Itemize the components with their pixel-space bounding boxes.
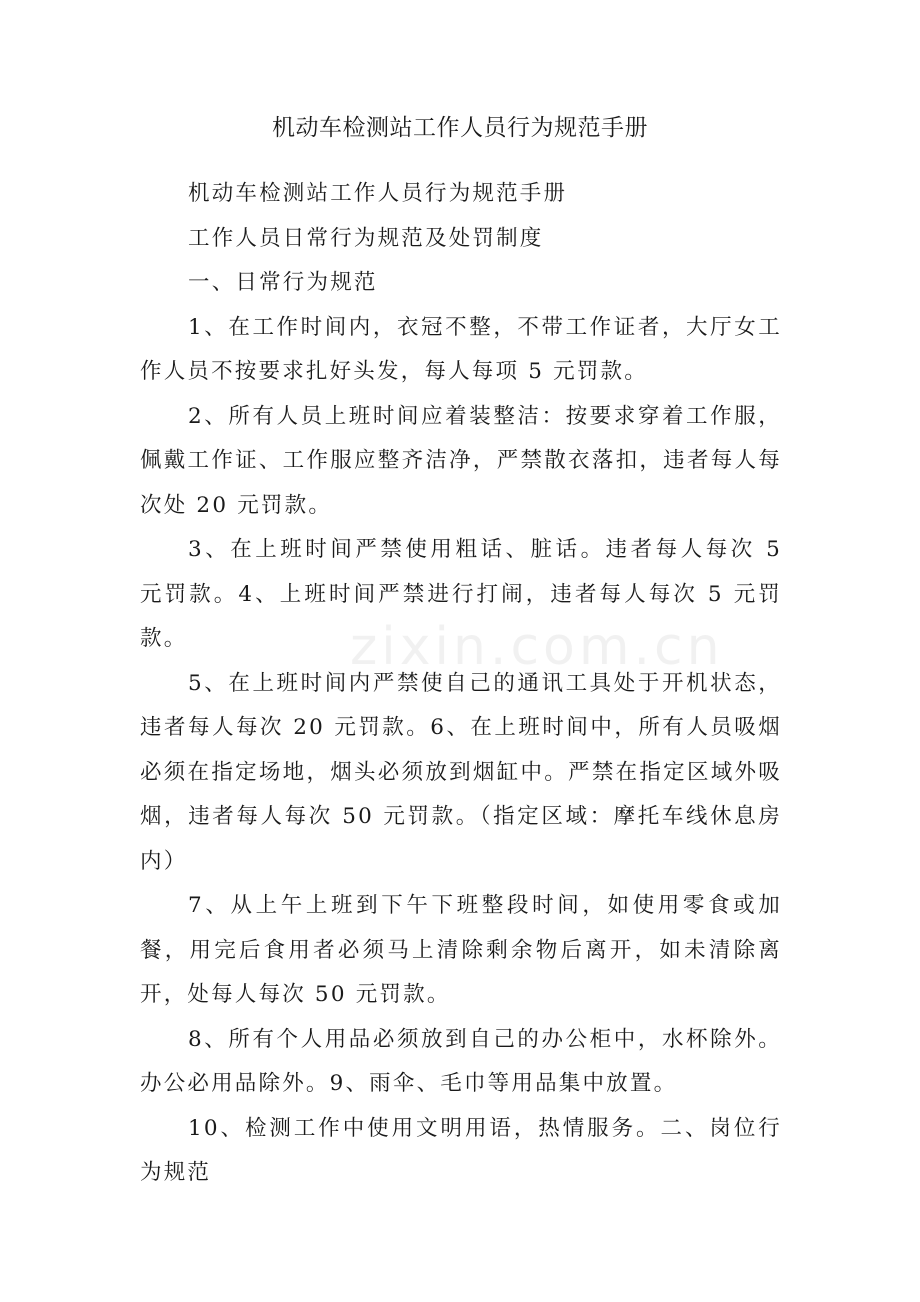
section-heading-daily-conduct: 一、日常行为规范 xyxy=(188,270,378,295)
paragraph-rule-5-6: 5、在上班时间内严禁使自己的通讯工具处于开机状态，违者每人每次 20 元罚款。6、在上班时间中，所有人员吸烟必须在指定场地，烟头必须放到烟缸中。严禁在指定区域外吸烟，违者每人每次 50 元罚款。（指定区域：摩托车线休息房内） xyxy=(140,670,782,874)
paragraph-heading: 机动车检测站工作人员行为规范手册 xyxy=(188,181,568,206)
paragraph-rule-3-4: 3、在上班时间严禁使用粗话、脏话。违者每人每次 5 元罚款。4、上班时间严禁进行打闹，违者每人每次 5 元罚款。 xyxy=(140,537,782,651)
document-title: 机动车检测站工作人员行为规范手册 xyxy=(272,115,648,141)
paragraph-rule-8-9: 8、所有个人用品必须放到自己的办公柜中，水杯除外。办公必用品除外。9、雨伞、毛巾等用品集中放置。 xyxy=(140,1026,782,1096)
paragraph-subheading: 工作人员日常行为规范及处罚制度 xyxy=(188,225,544,251)
paragraph-rule-2: 2、所有人员上班时间应着装整洁：按要求穿着工作服，佩戴工作证、工作服应整齐洁净，严禁散衣落扣，违者每人每次处 20 元罚款。 xyxy=(140,403,782,518)
document-body xyxy=(140,172,782,1196)
paragraph-rule-1: 1、在工作时间内，衣冠不整，不带工作证者，大厅女工作人员不按要求扎好头发，每人每项 5 元罚款。 xyxy=(140,314,782,384)
paragraph-rule-7: 7、从上午上班到下午下班整段时间，如使用零食或加餐，用完后食用者必须马上清除剩余物后离开，如未清除离开，处每人每次 50 元罚款。 xyxy=(140,893,782,1007)
paragraph-rule-10: 10、检测工作中使用文明用语，热情服务。二、岗位行为规范 xyxy=(140,1115,782,1185)
watermark: zixin.com.cn xyxy=(350,617,724,677)
